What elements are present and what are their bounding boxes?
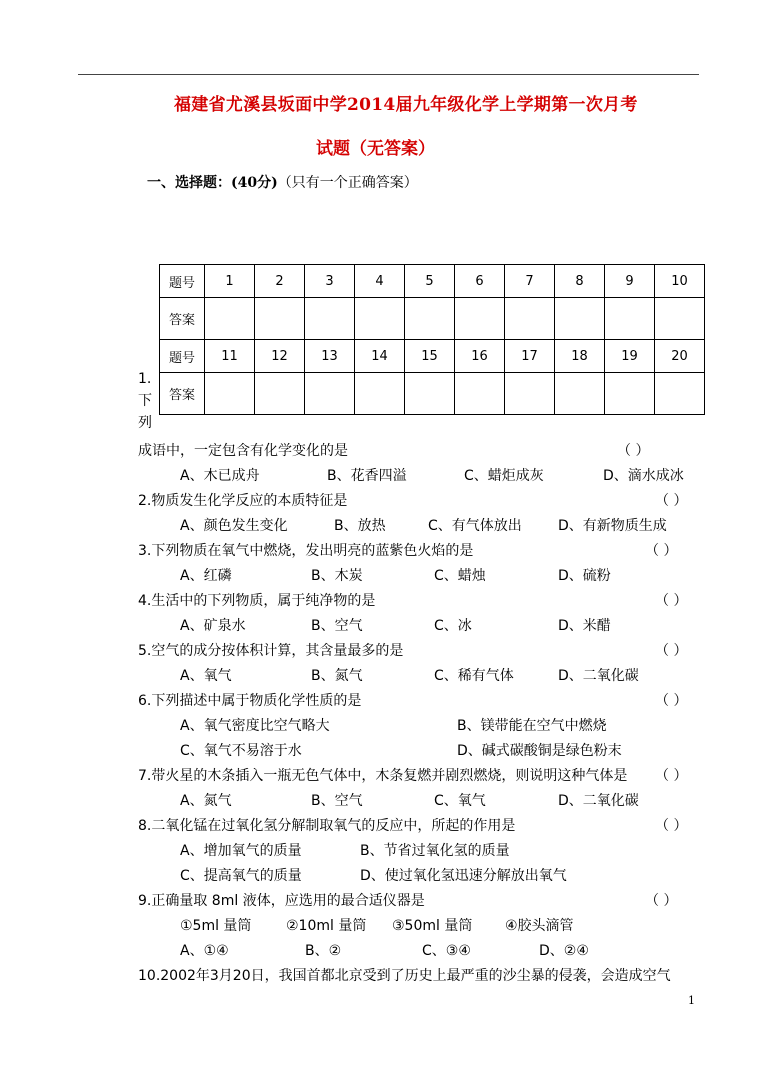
- answer-cell[interactable]: [355, 298, 405, 340]
- answer-cell[interactable]: [355, 373, 405, 415]
- document-title-line2: 试题（无答案）: [316, 139, 435, 159]
- q9-item-2: ②10ml 量筒: [286, 918, 367, 934]
- q9-stem: 9.正确量取 8ml 液体，应选用的最合适仪器是: [138, 893, 425, 909]
- q1-option-c: C、蜡炬成灰: [464, 468, 544, 484]
- answer-cell[interactable]: [255, 298, 305, 340]
- q3-answer-bracket: （ ）: [645, 543, 678, 559]
- q6-answer-bracket: （ ）: [655, 693, 688, 709]
- q10-stem: 10.2002年3月20日，我国首都北京受到了历史上最严重的沙尘暴的侵袭，会造成空气: [138, 968, 671, 984]
- answer-cell[interactable]: [605, 373, 655, 415]
- answer-cell[interactable]: [555, 298, 605, 340]
- q6-option-a: A、氧气密度比空气略大: [180, 718, 330, 734]
- q5-option-a: A、氧气: [180, 668, 232, 684]
- question-no-cell: 3: [305, 265, 355, 298]
- q8-option-d: D、使过氧化氢迅速分解放出氧气: [360, 868, 567, 884]
- question-no-cell: 15: [405, 340, 455, 373]
- section-heading: [147, 172, 418, 192]
- q9-answer-bracket: （ ）: [645, 893, 678, 909]
- q5-option-b: B、氮气: [311, 668, 363, 684]
- q1-number-prefix: [138, 368, 152, 434]
- answer-cell[interactable]: [505, 298, 555, 340]
- answer-table-answer-row-1: [160, 298, 705, 340]
- q4-option-b: B、空气: [311, 618, 363, 634]
- q4-stem: 4.生活中的下列物质，属于纯净物的是: [138, 593, 376, 609]
- q9-item-4: ④胶头滴管: [505, 918, 574, 934]
- q2-option-c: C、有气体放出: [428, 518, 522, 534]
- q1-option-a: A、木已成舟: [180, 468, 260, 484]
- q6-option-d: D、碱式碳酸铜是绿色粉末: [457, 743, 622, 759]
- answer-cell[interactable]: [405, 373, 455, 415]
- question-no-cell: 7: [505, 265, 555, 298]
- question-no-cell: 19: [605, 340, 655, 373]
- q2-option-d: D、有新物质生成: [558, 518, 667, 534]
- q1-prefix-part: 1.: [138, 371, 152, 387]
- q9-option-c: C、③④: [422, 943, 471, 959]
- answer-cell[interactable]: [205, 298, 255, 340]
- q3-option-a: A、红磷: [180, 568, 232, 584]
- q1-prefix-part: 下: [138, 393, 152, 409]
- q8-option-a: A、增加氧气的质量: [180, 843, 302, 859]
- q8-option-b: B、节省过氧化氢的质量: [360, 843, 510, 859]
- question-no-cell: 16: [455, 340, 505, 373]
- q1-stem: 成语中，一定包含有化学变化的是: [138, 443, 348, 459]
- q2-stem: 2.物质发生化学反应的本质特征是: [138, 493, 348, 509]
- question-no-cell: 12: [255, 340, 305, 373]
- q2-option-a: A、颜色发生变化: [180, 518, 288, 534]
- section-heading-note: （只有一个正确答案）: [277, 175, 418, 191]
- question-no-cell: 18: [555, 340, 605, 373]
- q1-answer-bracket: （ ）: [617, 443, 650, 459]
- q9-item-1: ①5ml 量筒: [180, 918, 252, 934]
- q6-option-b: B、镁带能在空气中燃烧: [457, 718, 607, 734]
- q8-option-c: C、提高氧气的质量: [180, 868, 302, 884]
- question-no-cell: 8: [555, 265, 605, 298]
- document-title-line1: 福建省尤溪县坂面中学2014届九年级化学上学期第一次月考: [174, 95, 638, 115]
- answer-cell[interactable]: [205, 373, 255, 415]
- label-answer: 答案: [160, 298, 205, 340]
- page-number: 1: [688, 994, 695, 1007]
- q2-answer-bracket: （ ）: [655, 493, 688, 509]
- q5-answer-bracket: （ ）: [655, 643, 688, 659]
- answer-table-number-row-2: [160, 340, 705, 373]
- question-no-cell: 20: [655, 340, 705, 373]
- q3-option-c: C、蜡烛: [434, 568, 486, 584]
- answer-cell[interactable]: [455, 298, 505, 340]
- q2-option-b: B、放热: [334, 518, 386, 534]
- question-no-cell: 9: [605, 265, 655, 298]
- q7-option-c: C、氧气: [434, 793, 486, 809]
- question-no-cell: 6: [455, 265, 505, 298]
- q1-option-d: D、滴水成冰: [603, 468, 684, 484]
- answer-cell[interactable]: [305, 373, 355, 415]
- q3-option-d: D、硫粉: [558, 568, 611, 584]
- q8-stem: 8.二氧化锰在过氧化氢分解制取氧气的反应中，所起的作用是: [138, 818, 516, 834]
- q5-option-c: C、稀有气体: [434, 668, 514, 684]
- answer-table-number-row-1: [160, 265, 705, 298]
- answer-cell[interactable]: [305, 298, 355, 340]
- q8-answer-bracket: （ ）: [655, 818, 688, 834]
- q4-option-c: C、冰: [434, 618, 472, 634]
- q4-option-d: D、米醋: [558, 618, 611, 634]
- question-no-cell: 2: [255, 265, 305, 298]
- question-no-cell: 17: [505, 340, 555, 373]
- q9-option-a: A、①④: [180, 943, 229, 959]
- q7-option-b: B、空气: [311, 793, 363, 809]
- question-no-cell: 5: [405, 265, 455, 298]
- q4-answer-bracket: （ ）: [655, 593, 688, 609]
- q7-answer-bracket: （ ）: [655, 768, 688, 784]
- q7-stem: 7.带火星的木条插入一瓶无色气体中，木条复燃并剧烈燃烧，则说明这种气体是: [138, 768, 628, 784]
- q6-stem: 6.下列描述中属于物质化学性质的是: [138, 693, 362, 709]
- question-no-cell: 4: [355, 265, 405, 298]
- q5-stem: 5.空气的成分按体积计算，其含量最多的是: [138, 643, 404, 659]
- question-no-cell: 14: [355, 340, 405, 373]
- q5-option-d: D、二氧化碳: [558, 668, 639, 684]
- q6-option-c: C、氧气不易溶于水: [180, 743, 302, 759]
- q1-option-b: B、花香四溢: [327, 468, 407, 484]
- q7-option-d: D、二氧化碳: [558, 793, 639, 809]
- q9-option-b: B、②: [305, 943, 342, 959]
- question-no-cell: 13: [305, 340, 355, 373]
- q7-option-a: A、氮气: [180, 793, 232, 809]
- answer-cell[interactable]: [255, 373, 305, 415]
- q4-option-a: A、矿泉水: [180, 618, 246, 634]
- header-rule: [78, 74, 699, 75]
- answer-table-answer-row-2: [160, 373, 705, 415]
- q3-option-b: B、木炭: [311, 568, 363, 584]
- q9-item-3: ③50ml 量筒: [392, 918, 473, 934]
- q3-stem: 3.下列物质在氧气中燃烧，发出明亮的蓝紫色火焰的是: [138, 543, 474, 559]
- question-no-cell: 11: [205, 340, 255, 373]
- answer-cell[interactable]: [555, 373, 605, 415]
- section-heading-bold: 一、选择题：(40分): [147, 175, 278, 191]
- q9-option-d: D、②④: [539, 943, 589, 959]
- answer-cell[interactable]: [505, 373, 555, 415]
- label-question-no: 题号: [160, 265, 205, 298]
- answer-cell[interactable]: [605, 298, 655, 340]
- question-no-cell: 10: [655, 265, 705, 298]
- answer-cell[interactable]: [405, 298, 455, 340]
- question-no-cell: 1: [205, 265, 255, 298]
- answer-cell[interactable]: [655, 298, 705, 340]
- answer-cell[interactable]: [655, 373, 705, 415]
- answer-table: [159, 264, 705, 415]
- answer-cell[interactable]: [455, 373, 505, 415]
- label-answer: 答案: [160, 373, 205, 415]
- label-question-no: 题号: [160, 340, 205, 373]
- q1-prefix-part: 列: [138, 415, 152, 431]
